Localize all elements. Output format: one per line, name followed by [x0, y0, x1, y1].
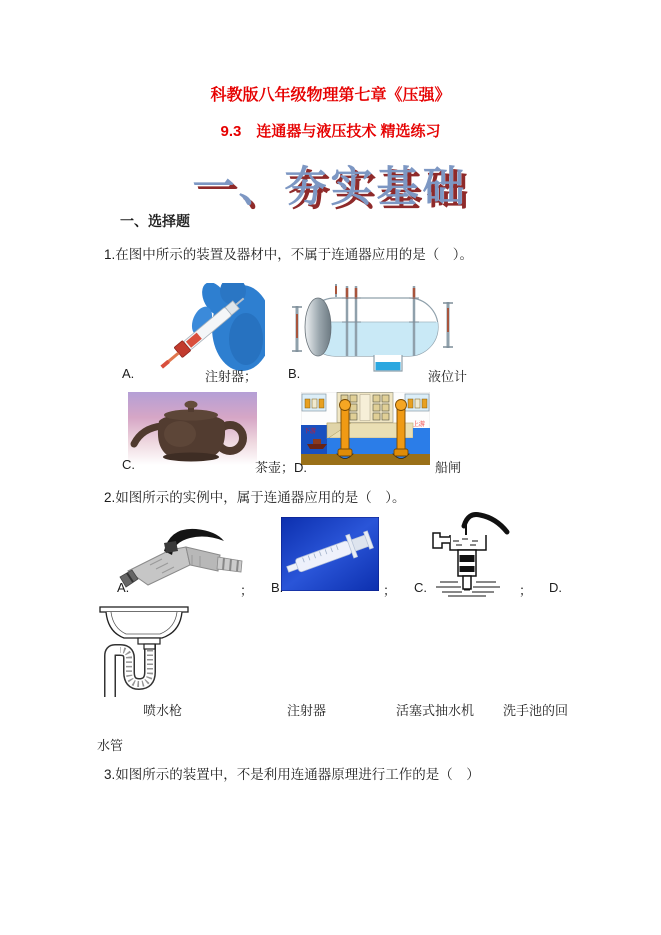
q1-option-b-label: B.: [288, 366, 301, 381]
figure-sink-drain: [98, 600, 190, 697]
figure-water-gun: [112, 515, 247, 593]
q1-option-a-label: A.: [122, 366, 135, 381]
q2-option-a-label: A.: [117, 580, 130, 595]
figure-syringe-gloved-hand: [145, 283, 265, 374]
q1-option-d-caption: 船闸: [435, 460, 462, 475]
q2-separator-ab: ；: [240, 583, 254, 598]
q1-option-c-label: C.: [122, 457, 135, 472]
shiplock-upstream-label: 上游: [413, 422, 426, 428]
water-gun-image: [112, 515, 247, 593]
figure-teapot: [128, 392, 257, 465]
liquid-level-gauge-image: [290, 284, 455, 373]
wordart-section-banner: 一、夯实基础: [192, 163, 469, 210]
q1-option-c-caption: 茶壶；D.: [255, 460, 308, 475]
question-1-text: 1.在图中所示的装置及器材中，不属于连通器应用的是（ ）。: [104, 247, 474, 262]
ship-lock-image: [301, 392, 430, 465]
document-title: 科教版八年级物理第七章《压强》: [210, 87, 451, 104]
question-3-text: 3.如图所示的装置中，不是利用连通器原理进行工作的是（ ）: [104, 767, 480, 782]
piston-pump-image: [428, 508, 512, 598]
q2-option-b-label: B.: [271, 580, 284, 595]
section-heading: 一、选择题: [120, 213, 190, 229]
q2-option-c-label: C.: [414, 580, 427, 595]
shiplock-downstream-label: 下游: [304, 429, 317, 435]
q2-caption-sink-line1: 洗手池的回: [503, 703, 569, 718]
q2-caption-sink-line2: 水管: [97, 738, 124, 753]
q2-separator-cd: ；: [519, 583, 533, 598]
document-subtitle: 9.3 连通器与液压技术 精选练习: [220, 123, 441, 140]
sink-drain-image: [98, 600, 190, 697]
q2-option-d-label: D.: [549, 580, 562, 595]
teapot-image: [128, 392, 257, 465]
q1-option-b-caption: 液位计: [428, 369, 468, 384]
question-2-text: 2.如图所示的实例中，属于连通器应用的是（ ）。: [104, 490, 406, 505]
q2-separator-bc: ；: [383, 583, 397, 598]
q2-caption-piston-pump: 活塞式抽水机: [396, 703, 475, 718]
q1-option-a-caption: 注射器；: [205, 369, 258, 384]
q2-caption-syringe: 注射器: [287, 703, 327, 718]
figure-piston-pump: [428, 508, 512, 598]
figure-liquid-level-gauge: [290, 284, 455, 373]
figure-syringe-blue: [281, 517, 379, 591]
figure-ship-lock: [301, 392, 430, 465]
q2-caption-water-gun: 喷水枪: [143, 703, 183, 718]
syringe-blue-image: [281, 517, 379, 591]
syringe-gloved-hand-image: [145, 283, 265, 374]
